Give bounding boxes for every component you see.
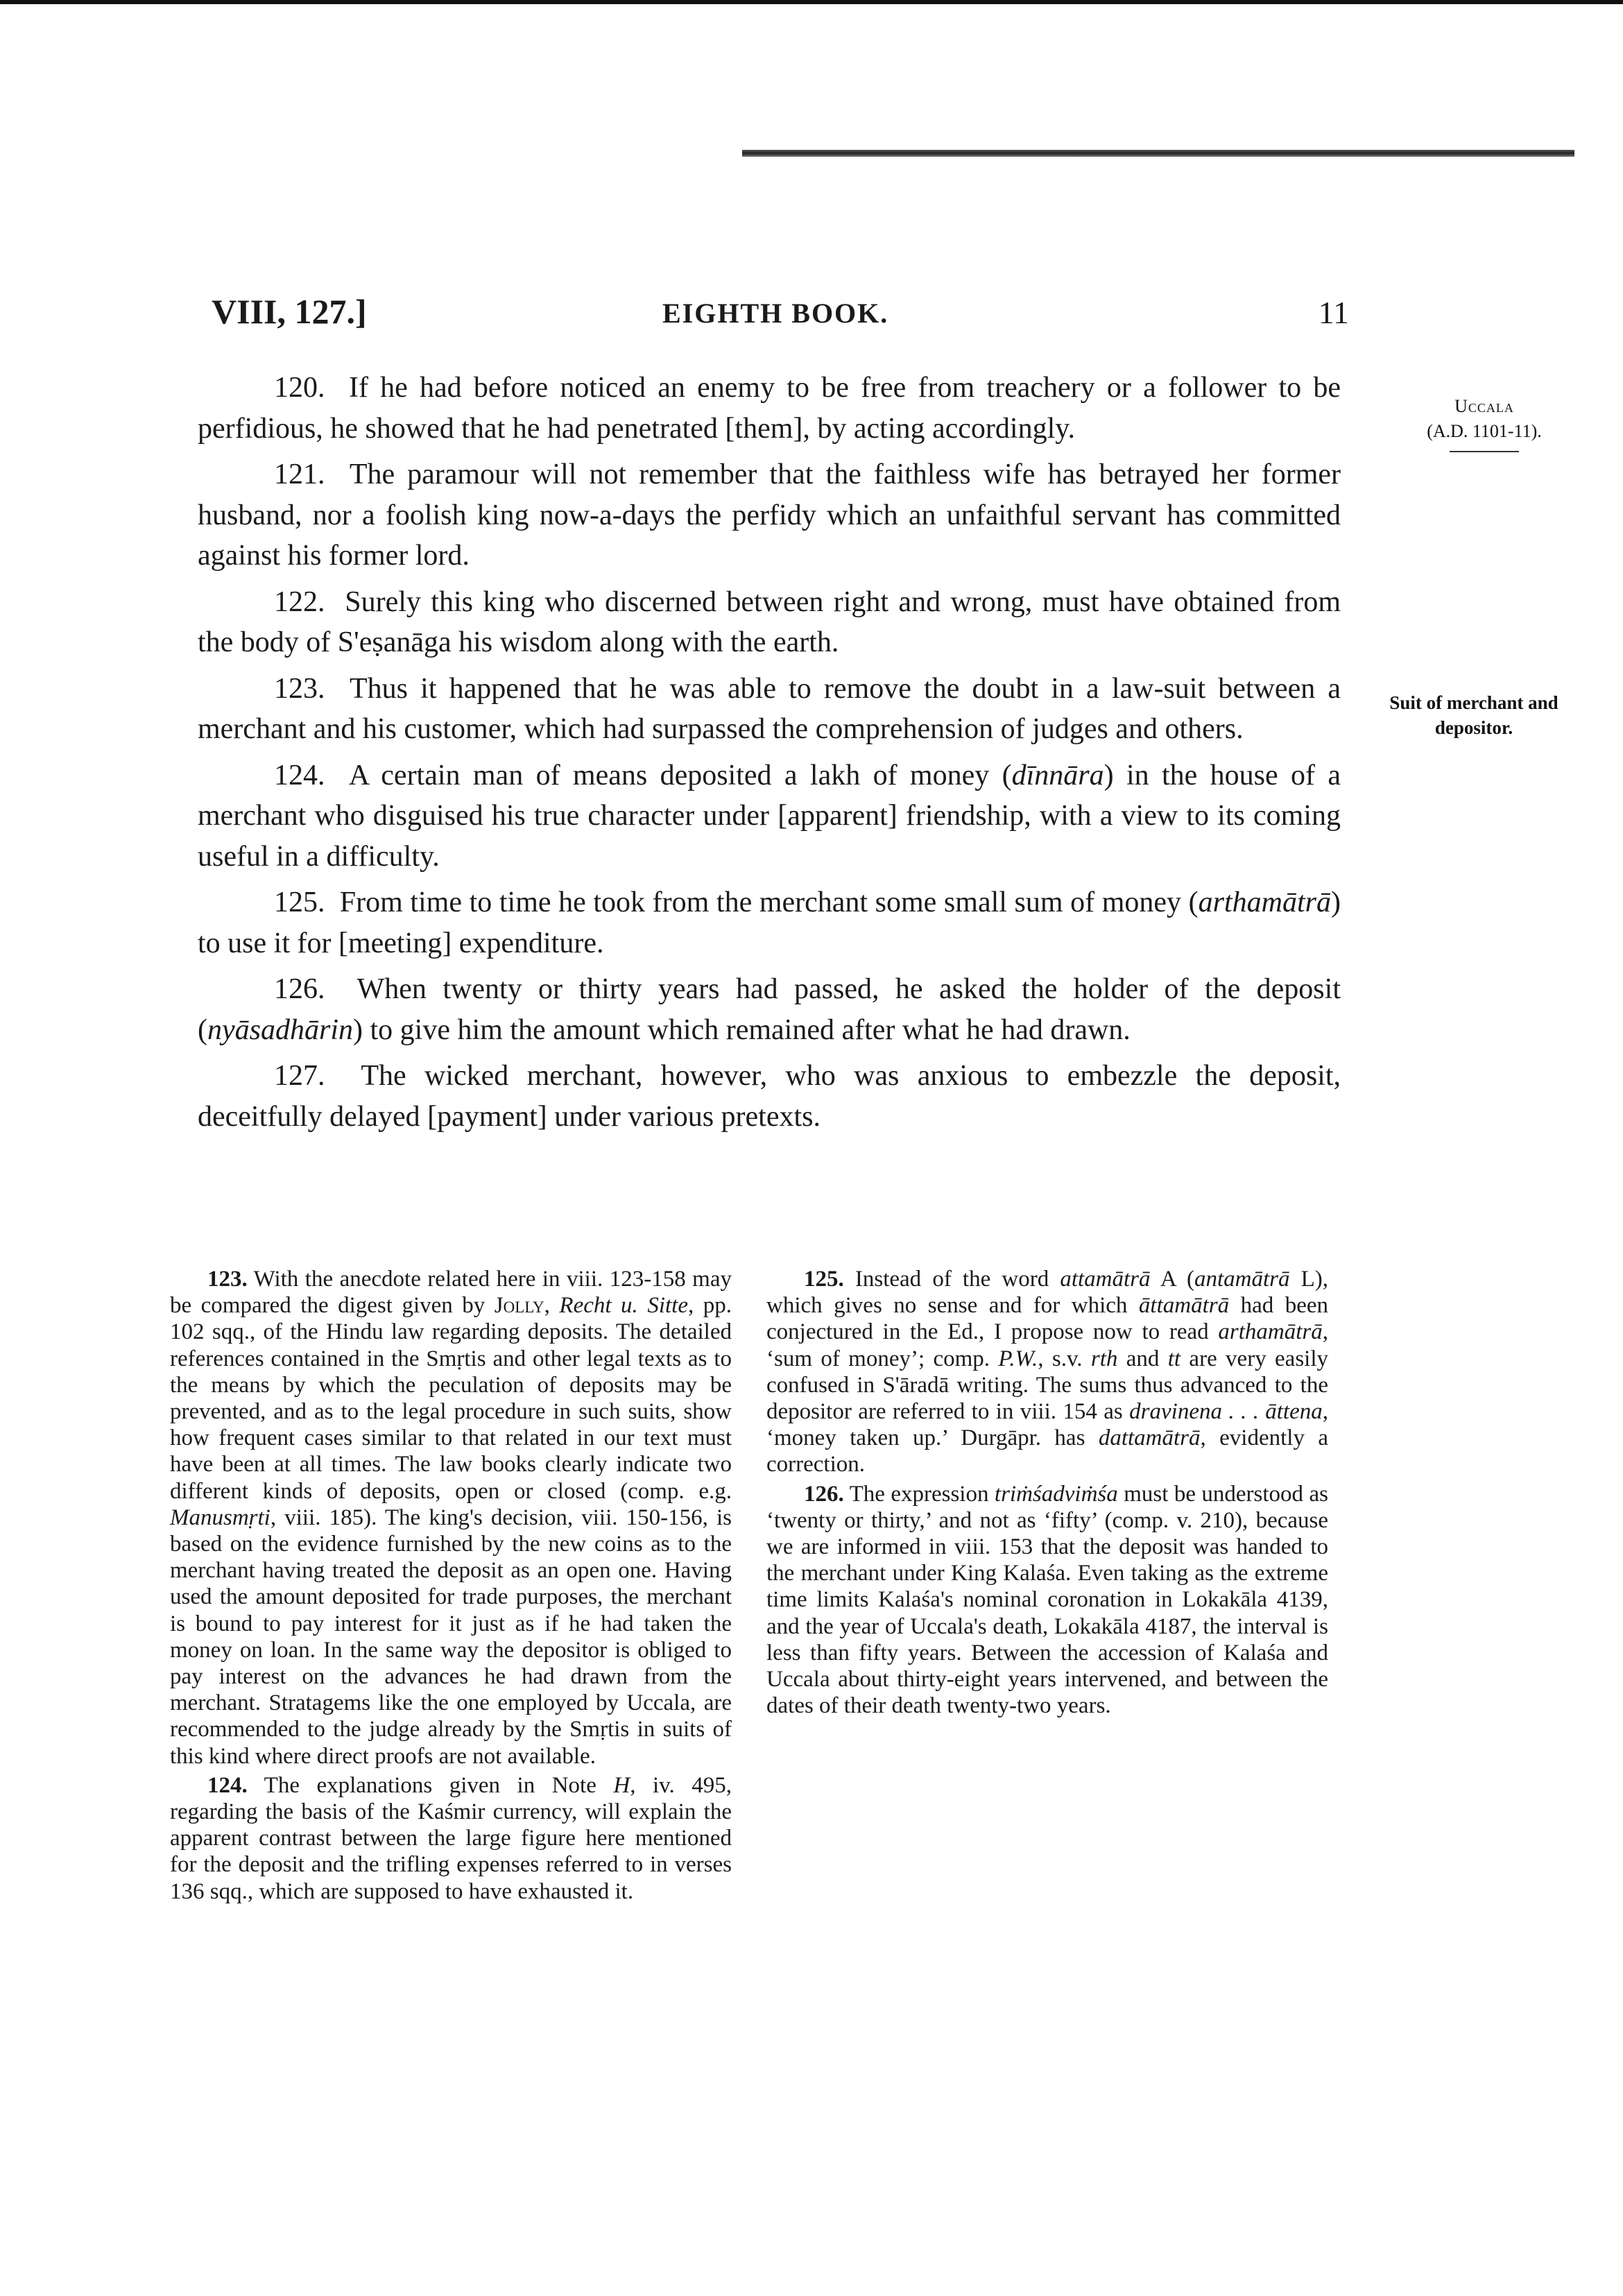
verse-body: The wicked merchant, however, who was anxious to embezzle the deposit, deceitfully delayed [payment] under various pretexts.: [198, 1060, 1341, 1133]
page-number: 11: [1318, 295, 1349, 330]
verse-number: 126.: [274, 973, 325, 1005]
verse: [198, 454, 1341, 576]
margin-note-ruler: [1394, 394, 1574, 452]
footnote-number: 123.: [207, 1267, 248, 1292]
footnote-number: 124.: [207, 1772, 248, 1798]
footnote: 123. With the anecdote related here in viii. 123-158 may be compared the digest given by Jolly, Recht u. Sitte, pp. 102 sqq., of the Hindu law regarding deposits. The detailed references contained in the Smṛtis and other legal texts as to the means by which the peculation of deposits may be prevented, and as to the legal procedure in such suits, show how frequent cases similar to that related in our text must have been at all times. The law books clearly indicate two different kinds of deposits, open or closed (comp. e.g. Manusmṛti, viii. 185). The king's decision, viii. 150-156, is based on the evidence furnished by the new coins as to the merchant having treated the deposit as an open one. Having used the amount deposited for trade purposes, the merchant is bound to pay interest for it just as if he had taken the money on loan. In the same way the depositor is obliged to pay interest on the advances he had drawn from the merchant. Stratagems like the one employed by Uccala, are recommended to the judge already by the Smṛtis in suits of this kind where direct proofs are not available.: [170, 1267, 732, 1769]
verse-number: 125.: [274, 886, 325, 918]
verse-body: The paramour will not remember that the faithless wife has betrayed her former husband, nor a foolish king now-a-days the perfidy which an unfaithful servant has committed against his former lord.: [198, 459, 1341, 572]
footnotes-right-column: [766, 1266, 1328, 1722]
verse: 126. When twenty or thirty years had passed, he asked the holder of the deposit (nyāsadhārin) to give him the amount which remained after what he had drawn.: [198, 973, 1341, 1046]
verse: 124. A certain man of means deposited a lakh of money (dīnnāra) in the house of a merchant who disguised his true character under [apparent] friendship, with a view to its coming useful in a difficulty.: [198, 759, 1341, 873]
verse-number: 122.: [274, 585, 325, 618]
running-header: [212, 291, 1349, 347]
footnote-number: 126.: [804, 1481, 844, 1507]
verse: [198, 1056, 1341, 1137]
book-title: EIGHTH BOOK.: [662, 298, 889, 329]
verse-body: Thus it happened that he was able to remove the doubt in a law-suit between a merchant and his customer, which had surpassed the comprehension of judges and others.: [198, 672, 1341, 745]
header-rule: [742, 150, 1574, 157]
ruler-name: Uccala: [1454, 396, 1514, 416]
footnote: 126. The expression triṁśadviṁśa must be understood as ‘twenty or thirty,’ and not as ‘fifty’ (comp. v. 210), because we are informed in viii. 153 that the deposit was handed to the merchant under King Kalaśa. Even taking as the extreme time limits Kalaśa's nominal coronation in Lokakāla 4139, and the year of Uccala's death, Lokakāla 4187, the interval is less than fifty years. Between the accession of Kalaśa and Uccala about thirty-eight years intervened, and between the dates of their death twenty-two years.: [766, 1481, 1328, 1719]
verse-number: 121.: [274, 459, 325, 490]
verse: [198, 582, 1341, 663]
footnote: 125. Instead of the word attamātrā A (antamātrā L), which gives no sense and for which āttamātrā had been conjectured in the Ed., I propose now to read arthamātrā, ‘sum of money’; comp. P.W., s.v. rth and tt are very easily confused in S'āradā writing. The sums thus advanced to the depositor are referred to in viii. 154 as dravinena . . . āttena, ‘money taken up.’ Durgāpr. has dattamātrā, evidently a correction.: [766, 1267, 1329, 1477]
margin-note-section: Suit of merchant and depositor.: [1389, 692, 1558, 738]
verse-text: [198, 368, 1341, 1142]
verse-body: If he had before noticed an enemy to be free from treachery or a follower to be perfidious, he showed that he had penetrated [them], by acting accordingly.: [198, 372, 1341, 445]
margin-divider: [1450, 451, 1519, 452]
sanskrit-term: dīnnāra: [1011, 759, 1104, 791]
verse-number: 120.: [274, 372, 325, 404]
ruler-dates: (A.D. 1101-11).: [1427, 421, 1542, 441]
verse-body: Surely this king who discerned between right and wrong, must have obtained from the body of S'eṣanāga his wisdom along with the earth.: [198, 585, 1341, 658]
verse-number: 127.: [274, 1060, 325, 1092]
sanskrit-term: arthamātrā: [1198, 886, 1332, 918]
verse-number: 124.: [274, 759, 325, 791]
chapter-reference: VIII, 127.]: [212, 292, 367, 331]
footnotes-left-column: [170, 1266, 732, 1908]
verse: [198, 669, 1341, 750]
footnote: 124. The explanations given in Note H, iv. 495, regarding the basis of the Kaśmir currency, will explain the apparent contrast between the large figure here mentioned for the deposit and the trifling expenses referred to in verses 136 sqq., which are supposed to have exhausted it.: [170, 1772, 732, 1904]
scan-top-border: [0, 0, 1623, 4]
verse: 125. From time to time he took from the merchant some small sum of money (arthamātrā) to use it for [meeting] expenditure.: [198, 886, 1341, 959]
verse-number: 123.: [274, 672, 325, 705]
sanskrit-term: nyāsadhārin: [207, 1013, 353, 1046]
verse: [198, 368, 1341, 449]
footnote-number: 125.: [804, 1267, 844, 1292]
